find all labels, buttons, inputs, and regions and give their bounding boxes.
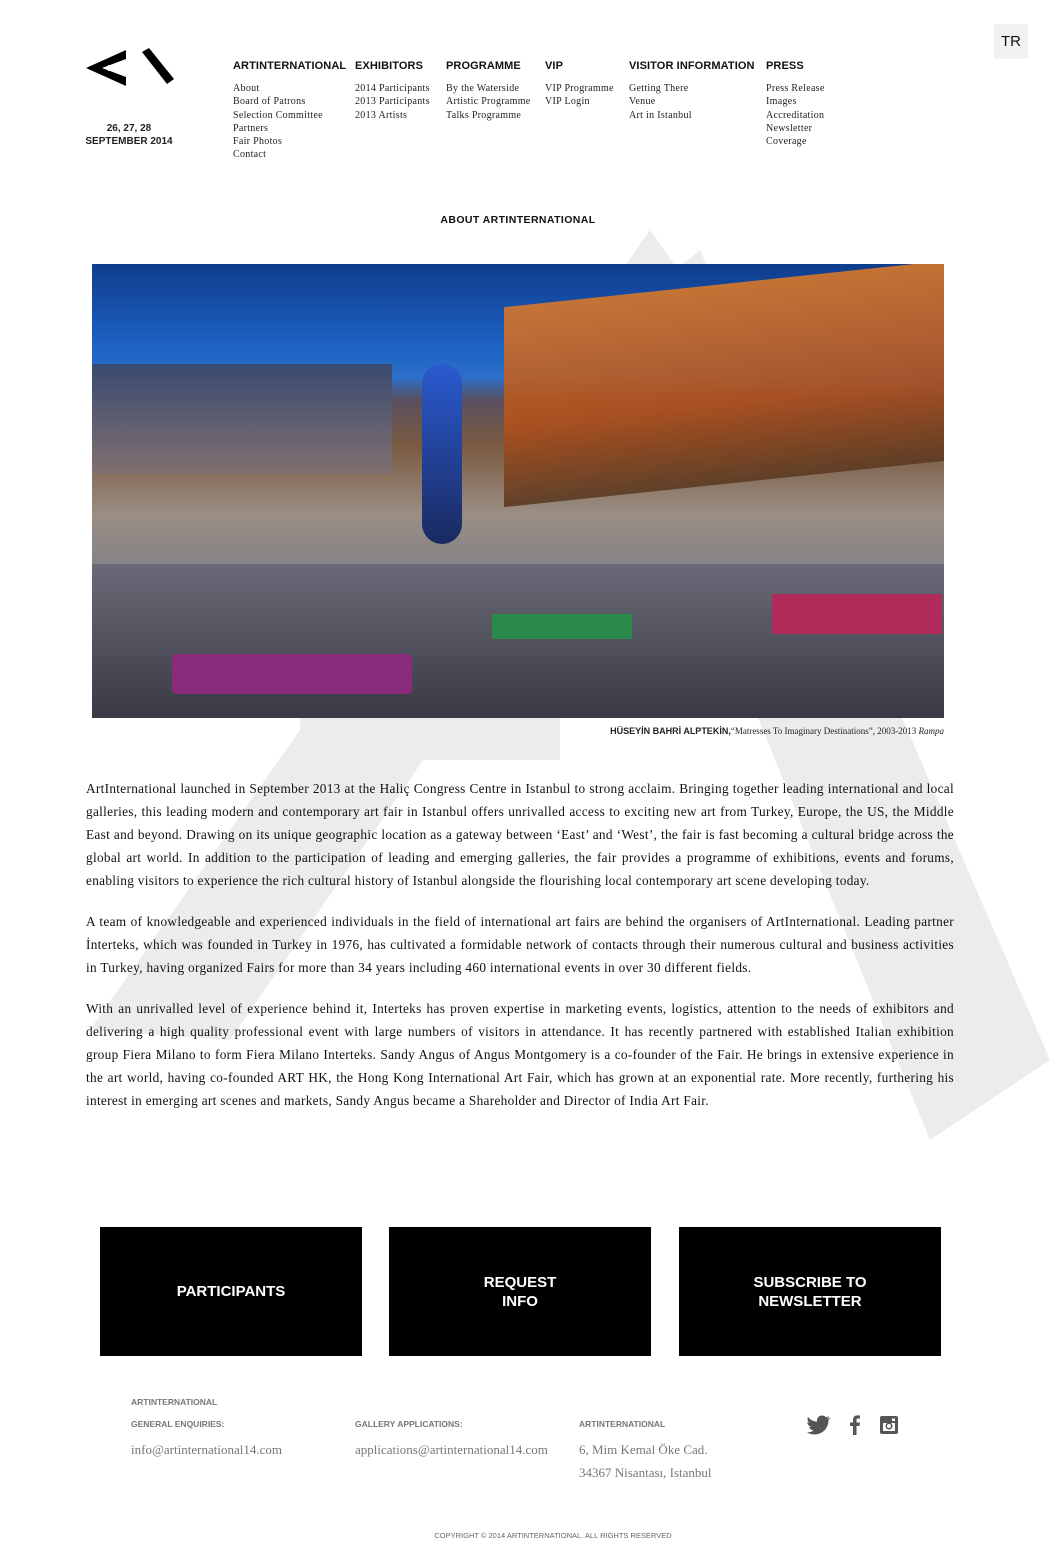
nav-link[interactable]: Art in Istanbul xyxy=(629,109,692,121)
nav-column xyxy=(446,60,531,122)
about-paragraph: With an unrivalled level of experience behind it, Interteks has proven expertise in marketing events, logistics, attention to the needs of exhibitors and delivering a high quality professional event with large numbers of visitors in attendance. It has recently partnered with established Italian exhibition group Fiera Milano to form Fiera Milano Interteks. Sandy Angus of Angus Montgomery is a co-founder of the Fair. He brings in extensive experience in the art world, having co-founded ART HK, the Hong Kong International Art Fair, which has grown at an exponential rate. More recently, furthering his interest in emerging art scenes and markets, Sandy Angus became a Shareholder and Director of India Art Fair. xyxy=(86,1001,954,1108)
instagram-icon[interactable] xyxy=(880,1416,898,1434)
nav-link[interactable]: Talks Programme xyxy=(446,109,522,121)
general-enquiries-label: GENERAL ENQUIRIES: xyxy=(131,1419,225,1429)
nav-column xyxy=(545,60,614,109)
nav-link[interactable]: Partners xyxy=(233,122,269,134)
about-paragraph: ArtInternational launched in September 2013 at the Haliç Congress Centre in Istanbul to strong acclaim. Bringing together leading international and local galleries, this leading modern and contemporary art fair in Istanbul offers unrivalled access to exciting new art from Turkey, Europe, the US, the Middle East and beyond. Drawing on its unique geographic location as a gateway between ‘East’ and ‘West’, the fair is fast becoming a cultural bridge across the global art world. In addition to the participation of leading and emerging galleries, the fair provides a programme of exhibitions, events and forums, enabling visitors to experience the rich cultural history of Istanbul alongside the flourishing local contemporary art scene developing today. xyxy=(86,781,954,888)
event-days: 26, 27, 28 xyxy=(106,123,152,134)
event-dates xyxy=(80,122,178,148)
about-text xyxy=(86,777,954,1130)
nav-column xyxy=(355,60,430,122)
nav-heading[interactable]: ARTINTERNATIONAL xyxy=(233,60,347,72)
address-label: ARTINTERNATIONAL xyxy=(579,1419,666,1429)
footer-brand: ARTINTERNATIONAL xyxy=(131,1397,218,1407)
nav-heading[interactable]: PRESS xyxy=(766,60,804,72)
general-email-link[interactable]: info@artinternational14.com xyxy=(131,1442,282,1457)
nav-link[interactable]: Getting There xyxy=(629,83,689,94)
facebook-icon[interactable] xyxy=(850,1415,860,1435)
nav-link[interactable]: VIP Login xyxy=(545,96,590,108)
nav-link[interactable]: Board of Patrons xyxy=(233,96,306,108)
nav-column xyxy=(233,60,346,162)
nav-link[interactable]: Venue xyxy=(629,96,656,108)
nav-link[interactable]: Contact xyxy=(233,149,267,161)
nav-link[interactable]: Newsletter xyxy=(766,122,813,134)
caption-work: “Matresses To Imaginary Destinations”, 2003-2013 xyxy=(730,726,919,736)
hero-photo xyxy=(92,264,944,718)
nav-heading[interactable]: PROGRAMME xyxy=(446,60,521,72)
nav-heading[interactable]: VISITOR INFORMATION xyxy=(629,60,755,72)
twitter-icon[interactable] xyxy=(807,1415,831,1435)
nav-link[interactable]: Coverage xyxy=(766,136,807,148)
subscribe-newsletter-button[interactable]: SUBSCRIBE TO NEWSLETTER xyxy=(679,1227,941,1356)
address-line2: 34367 Nisantası, Istanbul xyxy=(579,1465,712,1480)
nav-link[interactable]: Accreditation xyxy=(766,109,825,121)
event-month: SEPTEMBER 2014 xyxy=(85,136,173,147)
nav-link[interactable]: Selection Committee xyxy=(233,109,323,121)
request-info-button[interactable]: REQUEST INFO xyxy=(389,1227,651,1356)
nav-link[interactable]: Images xyxy=(766,96,797,108)
copyright: COPYRIGHT © 2014 ARTINTERNATIONAL. ALL RIGHTS RESERVED xyxy=(434,1531,672,1540)
gallery-applications-label: GALLERY APPLICATIONS: xyxy=(355,1419,463,1429)
nav-link[interactable]: Fair Photos xyxy=(233,136,283,148)
participants-button[interactable]: PARTICIPANTS xyxy=(100,1227,362,1356)
nav-column xyxy=(766,60,825,148)
gallery-email-link[interactable]: applications@artinternational14.com xyxy=(355,1442,548,1457)
nav-link[interactable]: By the Waterside xyxy=(446,83,520,94)
caption-venue: Rampa xyxy=(918,726,944,736)
nav-link[interactable]: 2013 Artists xyxy=(355,109,408,121)
page-title: ABOUT ARTINTERNATIONAL xyxy=(440,214,596,226)
nav-link[interactable]: Press Release xyxy=(766,83,825,94)
nav-heading[interactable]: VIP xyxy=(545,60,564,72)
nav-link[interactable]: 2014 Participants xyxy=(355,83,430,94)
language-toggle-tr[interactable]: TR xyxy=(994,24,1028,59)
nav-link[interactable]: Artistic Programme xyxy=(446,96,531,108)
nav-heading[interactable]: EXHIBITORS xyxy=(355,60,424,72)
nav-link[interactable]: 2013 Participants xyxy=(355,96,430,108)
artinternational-logo[interactable] xyxy=(84,48,176,88)
nav-link[interactable]: VIP Programme xyxy=(545,83,614,94)
address-line1: 6, Mim Kemal Öke Cad. xyxy=(579,1442,708,1457)
caption-artist: HÜSEYİN BAHRİ ALPTEKİN, xyxy=(610,726,731,736)
photo-caption xyxy=(610,726,944,736)
nav-column xyxy=(629,60,755,122)
about-paragraph: A team of knowledgeable and experienced individuals in the field of international art fairs are behind the organisers of ArtInternational. Leading partner İnterteks, which was founded in Turkey in 1976, has cultivated a formidable network of contacts through their numerous cultural and business activities in Turkey, having organized Fairs for more than 34 years including 460 international events in over 30 different fields. xyxy=(86,914,954,975)
nav-link[interactable]: About xyxy=(233,83,260,94)
